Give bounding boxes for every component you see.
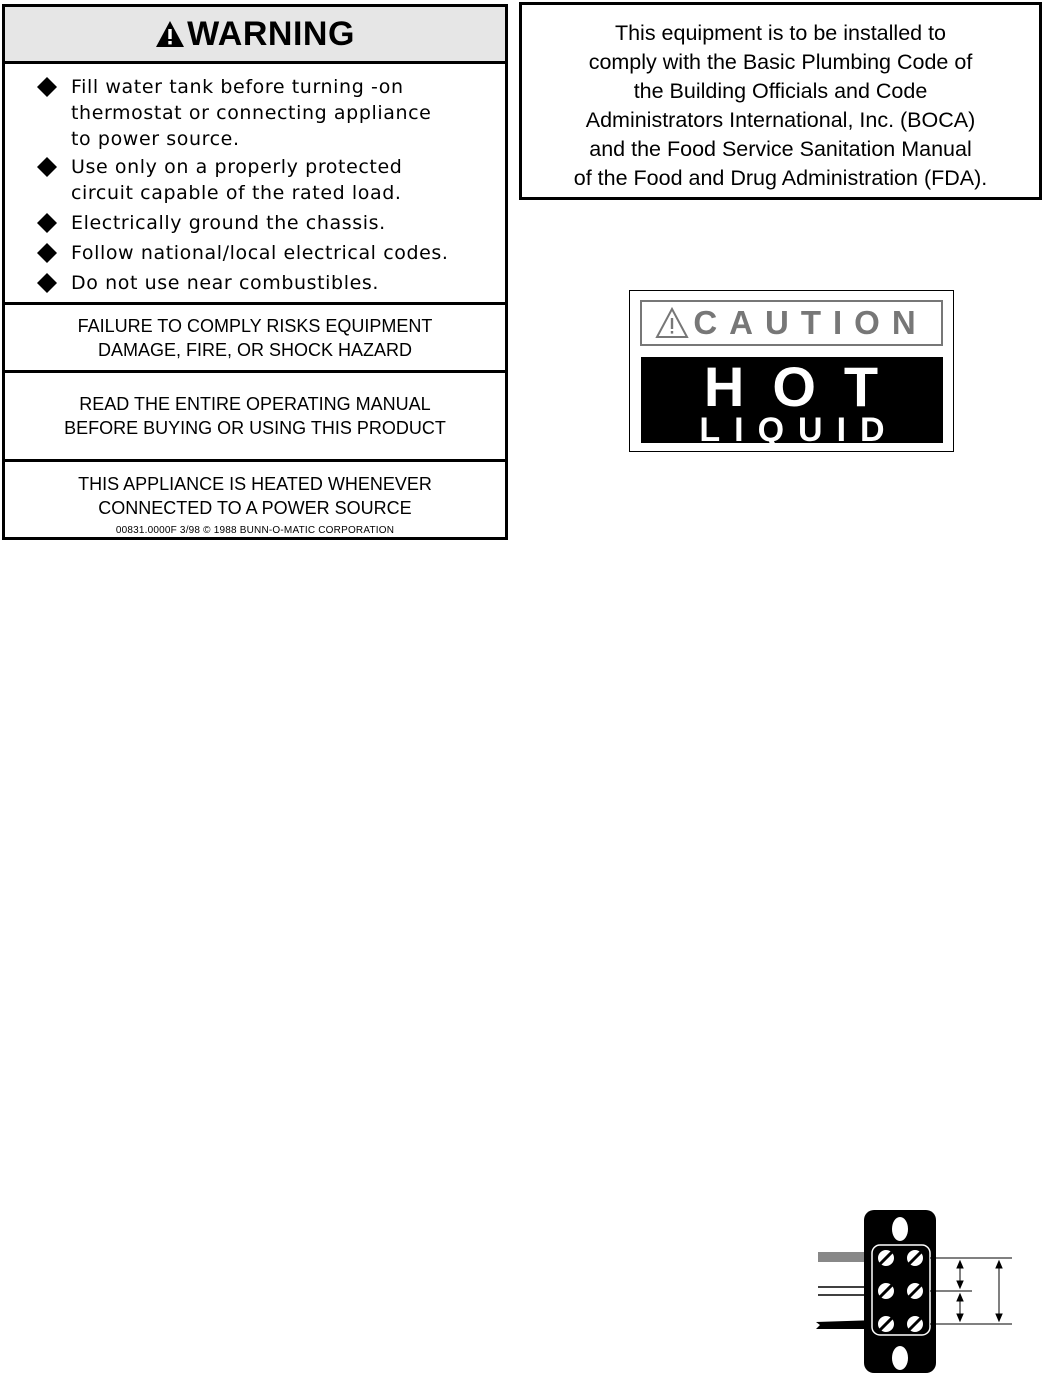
plumbing-code-notice: This equipment is to be installed to comply with the Basic Plumbing Code of the Building Officials and Code Administrators International, Inc. (BOCA) and the Food Service Sanitation Manual of the Food and Drug Administration (FDA). [519,2,1042,200]
dimension-lines [930,1258,1012,1324]
mounting-hole-bottom [892,1346,908,1370]
exclamation-triangle-icon [655,307,689,339]
warning-items [5,64,505,305]
warning-item [5,154,505,206]
warning-read-manual-notice: READ THE ENTIRE OPERATING MANUAL BEFORE BUYING OR USING THIS PRODUCT [5,373,505,462]
mounting-hole-top [892,1217,908,1241]
warning-item [5,270,505,296]
hot-liquid-panel [641,355,943,449]
warning-title: WARNING [187,14,355,53]
warning-heated-notice [5,462,505,540]
hot-text: HOT [703,355,907,418]
diamond-bullet-icon [37,157,57,177]
warning-item [5,74,505,152]
diamond-bullet-icon [37,273,57,293]
warning-item-text: Use only on a properly protected circuit capable of the rated load. [71,156,403,204]
warning-label [2,4,508,540]
warning-item-text: Do not use near combustibles. [71,272,380,294]
terminal-block-diagram [812,1205,1044,1375]
liquid-text: LIQUID [699,411,899,449]
warning-item-text: Follow national/local electrical codes. [71,242,449,264]
label-part-number: 00831.0000F 3/98 © 1988 BUNN-O-MATIC CORPORATION [115,525,395,536]
caution-hot-liquid-label [629,290,954,452]
warning-item-text: Fill water tank before turning -on thermostat or connecting appliance to power source. [71,76,432,150]
caution-bar [640,300,943,346]
warning-item [5,210,505,236]
warning-risk-notice: FAILURE TO COMPLY RISKS EQUIPMENT DAMAGE, FIRE, OR SHOCK HAZARD [5,305,505,373]
caution-text: CAUTION [693,304,928,341]
warning-triangle-icon [155,20,185,48]
warning-item-text: Electrically ground the chassis. [71,212,386,234]
diamond-bullet-icon [37,213,57,233]
diamond-bullet-icon [37,77,57,97]
warning-header [5,7,505,64]
diamond-bullet-icon [37,243,57,263]
warning-heated-text: THIS APPLIANCE IS HEATED WHENEVER CONNECTED TO A POWER SOURCE [78,474,432,518]
warning-item [5,240,505,266]
